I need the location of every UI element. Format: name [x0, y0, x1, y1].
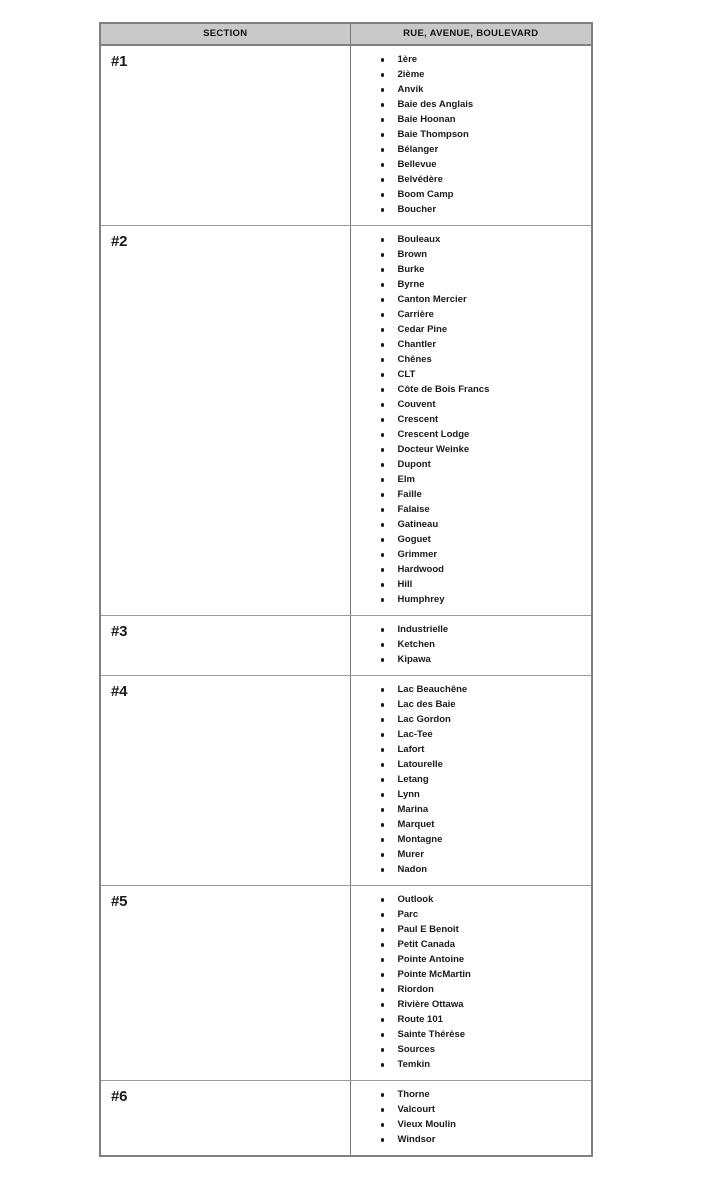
street-name: Anvik — [397, 84, 424, 95]
section-label: #5 — [111, 893, 128, 910]
bullet-icon — [381, 73, 385, 77]
table-header — [100, 23, 592, 45]
streets-cell — [350, 676, 592, 886]
bullet-icon — [381, 493, 385, 497]
street-name: Boom Camp — [397, 189, 454, 200]
street-list-item — [351, 427, 592, 442]
street-list-item — [351, 967, 592, 982]
table-header-row — [100, 23, 592, 45]
street-name: Falaise — [397, 504, 430, 515]
street-list-item — [351, 382, 592, 397]
street-list-item — [351, 82, 592, 97]
bullet-icon — [381, 343, 385, 347]
bullet-icon — [381, 898, 385, 902]
street-list-item — [351, 517, 592, 532]
street-list-item — [351, 397, 592, 412]
street-list-item — [351, 367, 592, 382]
bullet-icon — [381, 1063, 385, 1067]
street-list-item — [351, 937, 592, 952]
section-cell — [100, 676, 350, 886]
street-name: Lac des Baie — [397, 699, 456, 710]
street-list-item — [351, 727, 592, 742]
street-list — [351, 52, 592, 217]
street-list — [351, 892, 592, 1072]
bullet-icon — [381, 988, 385, 992]
street-name: Petit Canada — [397, 939, 456, 950]
table-row — [100, 886, 592, 1081]
table-row — [100, 1081, 592, 1157]
streets-cell — [350, 1081, 592, 1157]
bullet-icon — [381, 418, 385, 422]
section-label: #1 — [111, 53, 128, 70]
bullet-icon — [381, 478, 385, 482]
bullet-icon — [381, 508, 385, 512]
street-list-item — [351, 772, 592, 787]
street-list-item — [351, 532, 592, 547]
bullet-icon — [381, 238, 385, 242]
street-list-item — [351, 952, 592, 967]
section-cell — [100, 1081, 350, 1157]
bullet-icon — [381, 208, 385, 212]
bullet-icon — [381, 403, 385, 407]
street-list-item — [351, 52, 592, 67]
bullet-icon — [381, 823, 385, 827]
street-list-item — [351, 142, 592, 157]
bullet-icon — [381, 298, 385, 302]
street-name: Bélanger — [397, 144, 439, 155]
bullet-icon — [381, 328, 385, 332]
street-list-item — [351, 352, 592, 367]
bullet-icon — [381, 388, 385, 392]
bullet-icon — [381, 118, 385, 122]
street-list-item — [351, 787, 592, 802]
street-name: Lac Gordon — [397, 714, 451, 725]
street-list-item — [351, 802, 592, 817]
bullet-icon — [381, 733, 385, 737]
street-name: Canton Mercier — [397, 294, 467, 305]
table-body — [100, 45, 592, 1156]
street-name: Hardwood — [397, 564, 444, 575]
bullet-icon — [381, 1003, 385, 1007]
street-name: Lac-Tee — [397, 729, 433, 740]
bullet-icon — [381, 1108, 385, 1112]
bullet-icon — [381, 448, 385, 452]
column-header-section: SECTION — [100, 23, 350, 45]
street-name: Couvent — [397, 399, 436, 410]
street-list-item — [351, 112, 592, 127]
bullet-icon — [381, 853, 385, 857]
street-name: Docteur Weinke — [397, 444, 470, 455]
bullet-icon — [381, 268, 385, 272]
street-name: Carrière — [397, 309, 434, 320]
bullet-icon — [381, 163, 385, 167]
street-name: Windsor — [397, 1134, 436, 1145]
street-list-item — [351, 652, 592, 667]
bullet-icon — [381, 643, 385, 647]
section-cell — [100, 45, 350, 226]
street-list-item — [351, 712, 592, 727]
bullet-icon — [381, 1048, 385, 1052]
street-name: Baie des Anglais — [397, 99, 474, 110]
street-list-item — [351, 187, 592, 202]
street-list-item — [351, 1042, 592, 1057]
bullet-icon — [381, 58, 385, 62]
bullet-icon — [381, 1123, 385, 1127]
street-list-item — [351, 472, 592, 487]
street-list-item — [351, 202, 592, 217]
street-name: Kipawa — [397, 654, 431, 665]
street-list-item — [351, 157, 592, 172]
street-list-item — [351, 562, 592, 577]
street-list-item — [351, 922, 592, 937]
street-name: Crescent Lodge — [397, 429, 470, 440]
bullet-icon — [381, 373, 385, 377]
street-name: Temkin — [397, 1059, 431, 1070]
bullet-icon — [381, 193, 385, 197]
street-name: Valcourt — [397, 1104, 435, 1115]
bullet-icon — [381, 688, 385, 692]
street-list-item — [351, 1117, 592, 1132]
bullet-icon — [381, 1138, 385, 1142]
street-list-item — [351, 757, 592, 772]
street-list-item — [351, 412, 592, 427]
bullet-icon — [381, 973, 385, 977]
street-list-item — [351, 997, 592, 1012]
street-list-item — [351, 547, 592, 562]
bullet-icon — [381, 538, 385, 542]
street-name: Byrne — [397, 279, 425, 290]
bullet-icon — [381, 463, 385, 467]
street-name: Sainte Thérèse — [397, 1029, 466, 1040]
bullet-icon — [381, 1018, 385, 1022]
street-list-item — [351, 892, 592, 907]
street-list-item — [351, 742, 592, 757]
section-cell — [100, 226, 350, 616]
bullet-icon — [381, 148, 385, 152]
street-name: Goguet — [397, 534, 431, 545]
street-list-item — [351, 577, 592, 592]
bullet-icon — [381, 568, 385, 572]
section-label: #4 — [111, 683, 128, 700]
street-name: Lynn — [397, 789, 420, 800]
street-name: Outlook — [397, 894, 434, 905]
bullet-icon — [381, 958, 385, 962]
bullet-icon — [381, 433, 385, 437]
street-list-item — [351, 337, 592, 352]
street-name: Burke — [397, 264, 425, 275]
street-name: Route 101 — [397, 1014, 443, 1025]
bullet-icon — [381, 928, 385, 932]
street-name: Montagne — [397, 834, 443, 845]
street-list-item — [351, 907, 592, 922]
sections-table — [99, 22, 593, 1157]
bullet-icon — [381, 253, 385, 257]
street-list-item — [351, 1057, 592, 1072]
street-name: Rivière Ottawa — [397, 999, 464, 1010]
bullet-icon — [381, 88, 385, 92]
street-name: Boucher — [397, 204, 437, 215]
bullet-icon — [381, 703, 385, 707]
street-name: Lac Beauchêne — [397, 684, 468, 695]
street-name: Gatineau — [397, 519, 439, 530]
bullet-icon — [381, 103, 385, 107]
bullet-icon — [381, 808, 385, 812]
street-list — [351, 682, 592, 877]
bullet-icon — [381, 913, 385, 917]
sections-table-container — [99, 22, 591, 1157]
street-name: Baie Thompson — [397, 129, 469, 140]
street-list-item — [351, 592, 592, 607]
street-list-item — [351, 322, 592, 337]
bullet-icon — [381, 583, 385, 587]
street-list-item — [351, 97, 592, 112]
street-name: Baie Hoonan — [397, 114, 456, 125]
bullet-icon — [381, 763, 385, 767]
street-name: Grimmer — [397, 549, 438, 560]
street-list-item — [351, 67, 592, 82]
bullet-icon — [381, 178, 385, 182]
section-cell — [100, 886, 350, 1081]
street-name: Pointe Antoine — [397, 954, 465, 965]
street-name: Lafort — [397, 744, 425, 755]
street-name: Crescent — [397, 414, 439, 425]
street-list — [351, 1087, 592, 1147]
street-name: Murer — [397, 849, 424, 860]
street-name: Brown — [397, 249, 428, 260]
street-name: CLT — [397, 369, 416, 380]
street-name: Bouleaux — [397, 234, 441, 245]
bullet-icon — [381, 1033, 385, 1037]
street-list-item — [351, 1012, 592, 1027]
street-list-item — [351, 457, 592, 472]
street-name: Marina — [397, 804, 429, 815]
street-name: Bellevue — [397, 159, 437, 170]
street-list-item — [351, 622, 592, 637]
street-name: Faille — [397, 489, 422, 500]
street-name: Parc — [397, 909, 419, 920]
section-label: #6 — [111, 1088, 128, 1105]
table-row — [100, 45, 592, 226]
street-name: Cedar Pine — [397, 324, 448, 335]
table-row — [100, 676, 592, 886]
bullet-icon — [381, 748, 385, 752]
street-list-item — [351, 247, 592, 262]
street-list-item — [351, 502, 592, 517]
street-list-item — [351, 637, 592, 652]
street-list-item — [351, 682, 592, 697]
bullet-icon — [381, 868, 385, 872]
street-list-item — [351, 847, 592, 862]
street-name: Nadon — [397, 864, 428, 875]
street-name: Elm — [397, 474, 415, 485]
street-name: Chênes — [397, 354, 432, 365]
streets-cell — [350, 886, 592, 1081]
street-name: Belvédère — [397, 174, 443, 185]
street-list-item — [351, 1087, 592, 1102]
bullet-icon — [381, 793, 385, 797]
bullet-icon — [381, 313, 385, 317]
street-name: Thorne — [397, 1089, 430, 1100]
street-list-item — [351, 292, 592, 307]
street-name: Chantler — [397, 339, 437, 350]
streets-cell — [350, 226, 592, 616]
streets-cell — [350, 616, 592, 676]
bullet-icon — [381, 838, 385, 842]
street-name: Ketchen — [397, 639, 435, 650]
street-list-item — [351, 1132, 592, 1147]
street-list-item — [351, 442, 592, 457]
streets-cell — [350, 45, 592, 226]
street-list-item — [351, 262, 592, 277]
street-list — [351, 622, 592, 667]
street-list-item — [351, 127, 592, 142]
street-list-item — [351, 697, 592, 712]
street-name: Latourelle — [397, 759, 443, 770]
street-list-item — [351, 232, 592, 247]
street-list-item — [351, 1027, 592, 1042]
bullet-icon — [381, 283, 385, 287]
street-name: Vieux Moulin — [397, 1119, 456, 1130]
street-list-item — [351, 982, 592, 997]
street-list-item — [351, 172, 592, 187]
bullet-icon — [381, 523, 385, 527]
street-list — [351, 232, 592, 607]
street-list-item — [351, 1102, 592, 1117]
table-row — [100, 616, 592, 676]
bullet-icon — [381, 133, 385, 137]
column-header-streets: RUE, AVENUE, BOULEVARD — [350, 23, 592, 45]
table-row — [100, 226, 592, 616]
street-list-item — [351, 832, 592, 847]
section-cell — [100, 616, 350, 676]
bullet-icon — [381, 598, 385, 602]
bullet-icon — [381, 628, 385, 632]
street-name: Hill — [397, 579, 413, 590]
bullet-icon — [381, 658, 385, 662]
bullet-icon — [381, 718, 385, 722]
bullet-icon — [381, 778, 385, 782]
bullet-icon — [381, 358, 385, 362]
street-name: Côte de Bois Francs — [397, 384, 490, 395]
street-name: Dupont — [397, 459, 431, 470]
street-name: Sources — [397, 1044, 435, 1055]
street-list-item — [351, 817, 592, 832]
street-name: 2ième — [397, 69, 425, 80]
bullet-icon — [381, 943, 385, 947]
street-name: Marquet — [397, 819, 435, 830]
street-name: Riordon — [397, 984, 434, 995]
street-list-item — [351, 862, 592, 877]
street-name: Pointe McMartin — [397, 969, 471, 980]
street-name: Industrielle — [397, 624, 449, 635]
street-name: Paul E Benoit — [397, 924, 459, 935]
bullet-icon — [381, 553, 385, 557]
section-label: #3 — [111, 623, 128, 640]
street-name: Letang — [397, 774, 429, 785]
section-label: #2 — [111, 233, 128, 250]
street-name: Humphrey — [397, 594, 445, 605]
street-name: 1ère — [397, 54, 418, 65]
bullet-icon — [381, 1093, 385, 1097]
street-list-item — [351, 307, 592, 322]
street-list-item — [351, 277, 592, 292]
street-list-item — [351, 487, 592, 502]
